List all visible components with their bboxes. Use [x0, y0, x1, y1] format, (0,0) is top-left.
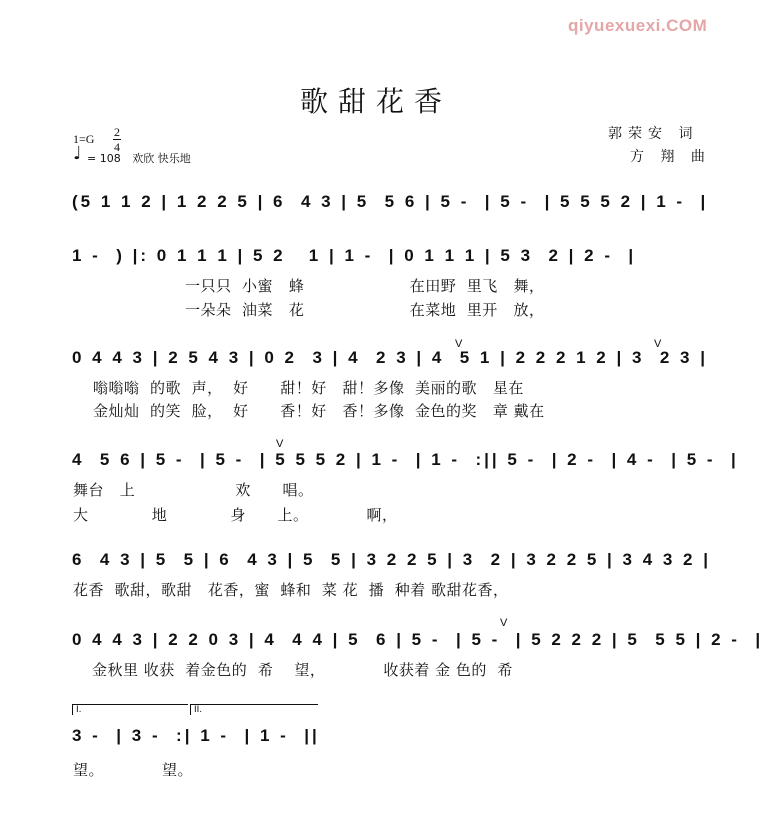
- tempo-mark: [87, 150, 191, 166]
- lyric-line-8: 金秋里 收获 着金色的 希 望， 收获着 金 色的 希: [92, 661, 513, 679]
- lyricist-credit: 郭荣安 词: [608, 126, 699, 142]
- lyric-line-5: 舞台 上 欢 唱。: [73, 481, 314, 499]
- time-sig-top: 2: [114, 125, 120, 139]
- composer-credit: 方 翔 曲: [630, 149, 711, 165]
- staff-line-5: 6 4 3 | 5 5 | 6 4 3 | 5 5 | 3 2 2 5 | 3 2 | 3 2 2 5 | 3 4 3 2 |: [72, 550, 711, 569]
- lyric-line-9: 望。 望。: [73, 761, 193, 779]
- breath-mark: V: [500, 617, 508, 629]
- quarter-note-icon: ♩: [73, 143, 82, 164]
- time-sig-bottom: 4: [114, 140, 120, 154]
- volta-bracket-2: II.: [190, 704, 318, 715]
- lyric-line-4: 金灿灿 的笑 脸， 好 香！好 香！多像 金色的奖 章 戴在: [93, 402, 545, 420]
- breath-mark: V: [654, 338, 662, 350]
- staff-line-4: 4 5 6 | 5 - | 5 - | 5 5 5 2 | 1 - | 1 - :|| 5 - | 2 - | 4 - | 5 - |: [72, 450, 739, 469]
- lyric-line-2: 一朵朵 油菜 花 在菜地 里开 放，: [185, 301, 545, 319]
- song-title: 歌甜花香: [300, 85, 453, 118]
- lyric-line-3: 嗡嗡嗡 的歌 声， 好 甜！好 甜！多像 美丽的歌 星在: [93, 379, 524, 397]
- staff-line-2: 1 - ) |: 0 1 1 1 | 5 2 1 | 1 - | 0 1 1 1 | 5 3 2 | 2 - |: [72, 246, 637, 265]
- breath-mark: V: [276, 438, 284, 450]
- volta-bracket-1: I.: [72, 704, 188, 715]
- key-signature: 1=G: [73, 132, 95, 146]
- lyric-line-1: 一只只 小蜜 蜂 在田野 里飞 舞，: [185, 277, 545, 295]
- staff-line-6: 0 4 4 3 | 2 2 0 3 | 4 4 4 | 5 6 | 5 - | 5 - | 5 2 2 2 | 5 5 5 | 2 - |: [72, 630, 764, 649]
- lyric-line-7: 花香 歌甜，歌甜 花香，蜜 蜂和 菜 花 播 种着 歌甜花香，: [73, 581, 509, 599]
- staff-line-3: 0 4 4 3 | 2 5 4 3 | 0 2 3 | 4 2 3 | 4 5 1 | 2 2 2 1 2 | 3 2 3 |: [72, 348, 708, 367]
- breath-mark: V: [455, 338, 463, 350]
- tempo-value: = 108: [87, 152, 121, 165]
- lyric-line-6: 大 地 身 上。 啊，: [73, 506, 398, 524]
- watermark: qiyuexuexi.COM: [568, 16, 708, 35]
- expression-mark: 欢欣 快乐地: [132, 152, 191, 165]
- staff-line-7: 3 - | 3 - :| 1 - | 1 - ||: [72, 726, 320, 745]
- staff-line-1: (5 1 1 2 | 1 2 2 5 | 6 4 3 | 5 5 6 | 5 - | 5 - | 5 5 5 2 | 1 - |: [72, 192, 709, 211]
